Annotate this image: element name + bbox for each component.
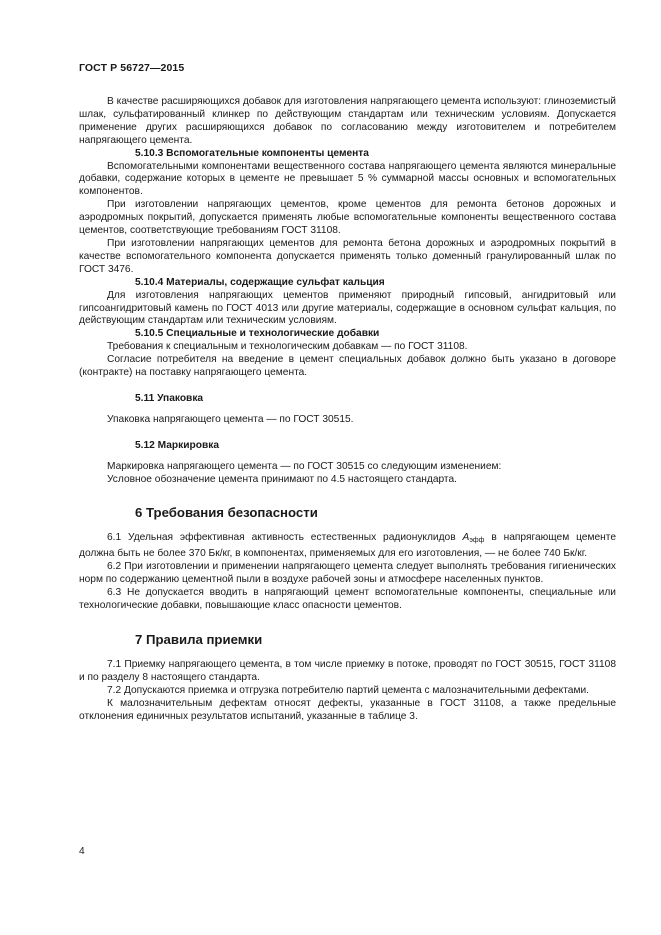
paragraph-designation: Условное обозначение цемента принимают по 4.5 настоящего стандарта. [107,473,457,485]
subsection-5-12-heading: 5.12 Маркировка [135,439,219,451]
paragraph-special-additives: Требования к специальным и технологическим добавкам — по ГОСТ 31108. [107,341,468,353]
section-7-heading: 7 Правила приемки [135,631,263,647]
paragraph-6-2: 6.2 При изготовлении и применении напрягающего цемента следует выполнять требования гигиенических норм по содержанию цементной пыли в воздухе рабочей зоны и атмосфере населенных пунктов. [79,561,616,586]
page-number: 4 [79,846,85,857]
paragraph-auxiliary-components: Вспомогательными компонентами вещественного состава напрягающего цемента являются минеральные добавки, содержание которых в цементе не превышает 5 % суммарной массы основных и вспомогательных компонентов. [79,160,616,198]
activity-symbol: $A_{эфф}$ [462,532,485,545]
paragraph-auxiliary-general: При изготовлении напрягающих цементов, кроме цементов для ремонта бетонов дорожных и аэродромных покрытий, допускается применять любые вспомогательные компоненты вещественного состава цементов, соответствующие требованиям ГОСТ 31108. [79,199,616,237]
paragraph-expanding-additives: В качестве расширяющихся добавок для изготовления напрягающего цемента используют: глиноземистый шлак, сульфатированный клинкер по действующим стандартам или техническим условиям. Допускается применение других расширяющихся добавок по согласованию между изготовителем и потребителем напрягающего цемента. [79,96,616,146]
document-body [79,96,616,723]
paragraph-6-1: 6.1 Удельная эффективная активность естественных радионуклидов $A_{эфф}$ в напрягающем цементе должна быть не более 370 Бк/кг, в компонентах, применяемых для его изготовления, — не более 740 Бк/кг. [79,532,616,560]
section-6-heading: 6 Требования безопасности [135,505,318,521]
subsection-5-10-5-heading: 5.10.5 Специальные и технологические добавки [135,328,380,340]
document-header: ГОСТ Р 56727—2015 [79,62,185,74]
paragraph-6-3: 6.3 Не допускается вводить в напрягающий цемент вспомогательные компоненты, специальные или технологические добавки, повышающие класс опасности цементов. [79,587,616,611]
paragraph-packaging: Упаковка напрягающего цемента — по ГОСТ 30515. [107,413,354,425]
subsection-5-10-3-heading: 5.10.3 Вспомогательные компоненты цемента [135,147,369,159]
subsection-5-11-heading: 5.11 Упаковка [135,392,204,404]
paragraph-calcium-sulfate: Для изготовления напрягающих цементов применяют природный гипсовый, ангидритовый или гипсоангидритовый камень по ГОСТ 4013 или другие материалы, содержащие в основном сульфат кальция, по действующим стандартам или техническим условиям. [79,289,616,327]
paragraph-7-1: 7.1 Приемку напрягающего цемента, в том числе приемку в потоке, проводят по ГОСТ 30515, ГОСТ 31108 и по разделу 8 настоящего стандарта. [79,658,616,683]
subsection-5-10-4-heading: 5.10.4 Материалы, содержащие сульфат кальция [135,276,385,288]
paragraph-marking: Маркировка напрягающего цемента — по ГОСТ 30515 со следующим изменением: [107,460,502,472]
paragraph-minor-defects: К малозначительным дефектам относят дефекты, указанные в ГОСТ 31108, а также предельные отклонения единичных результатов испытаний, указанные в таблице 3. [79,697,616,722]
paragraph-7-2: 7.2 Допускаются приемка и отгрузка потребителю партий цемента с малозначительными дефектами. [107,684,589,696]
paragraph-consumer-consent: Согласие потребителя на введение в цемент специальных добавок должно быть указано в договоре (контракте) на поставку напрягающего цемента. [79,354,616,379]
paragraph-auxiliary-road: При изготовлении напрягающих цементов для ремонта бетона дорожных и аэродромных покрытий в качестве вспомогательного компонента допускается применять только доменный гранулированный шлак по ГОСТ 3476. [79,237,616,275]
